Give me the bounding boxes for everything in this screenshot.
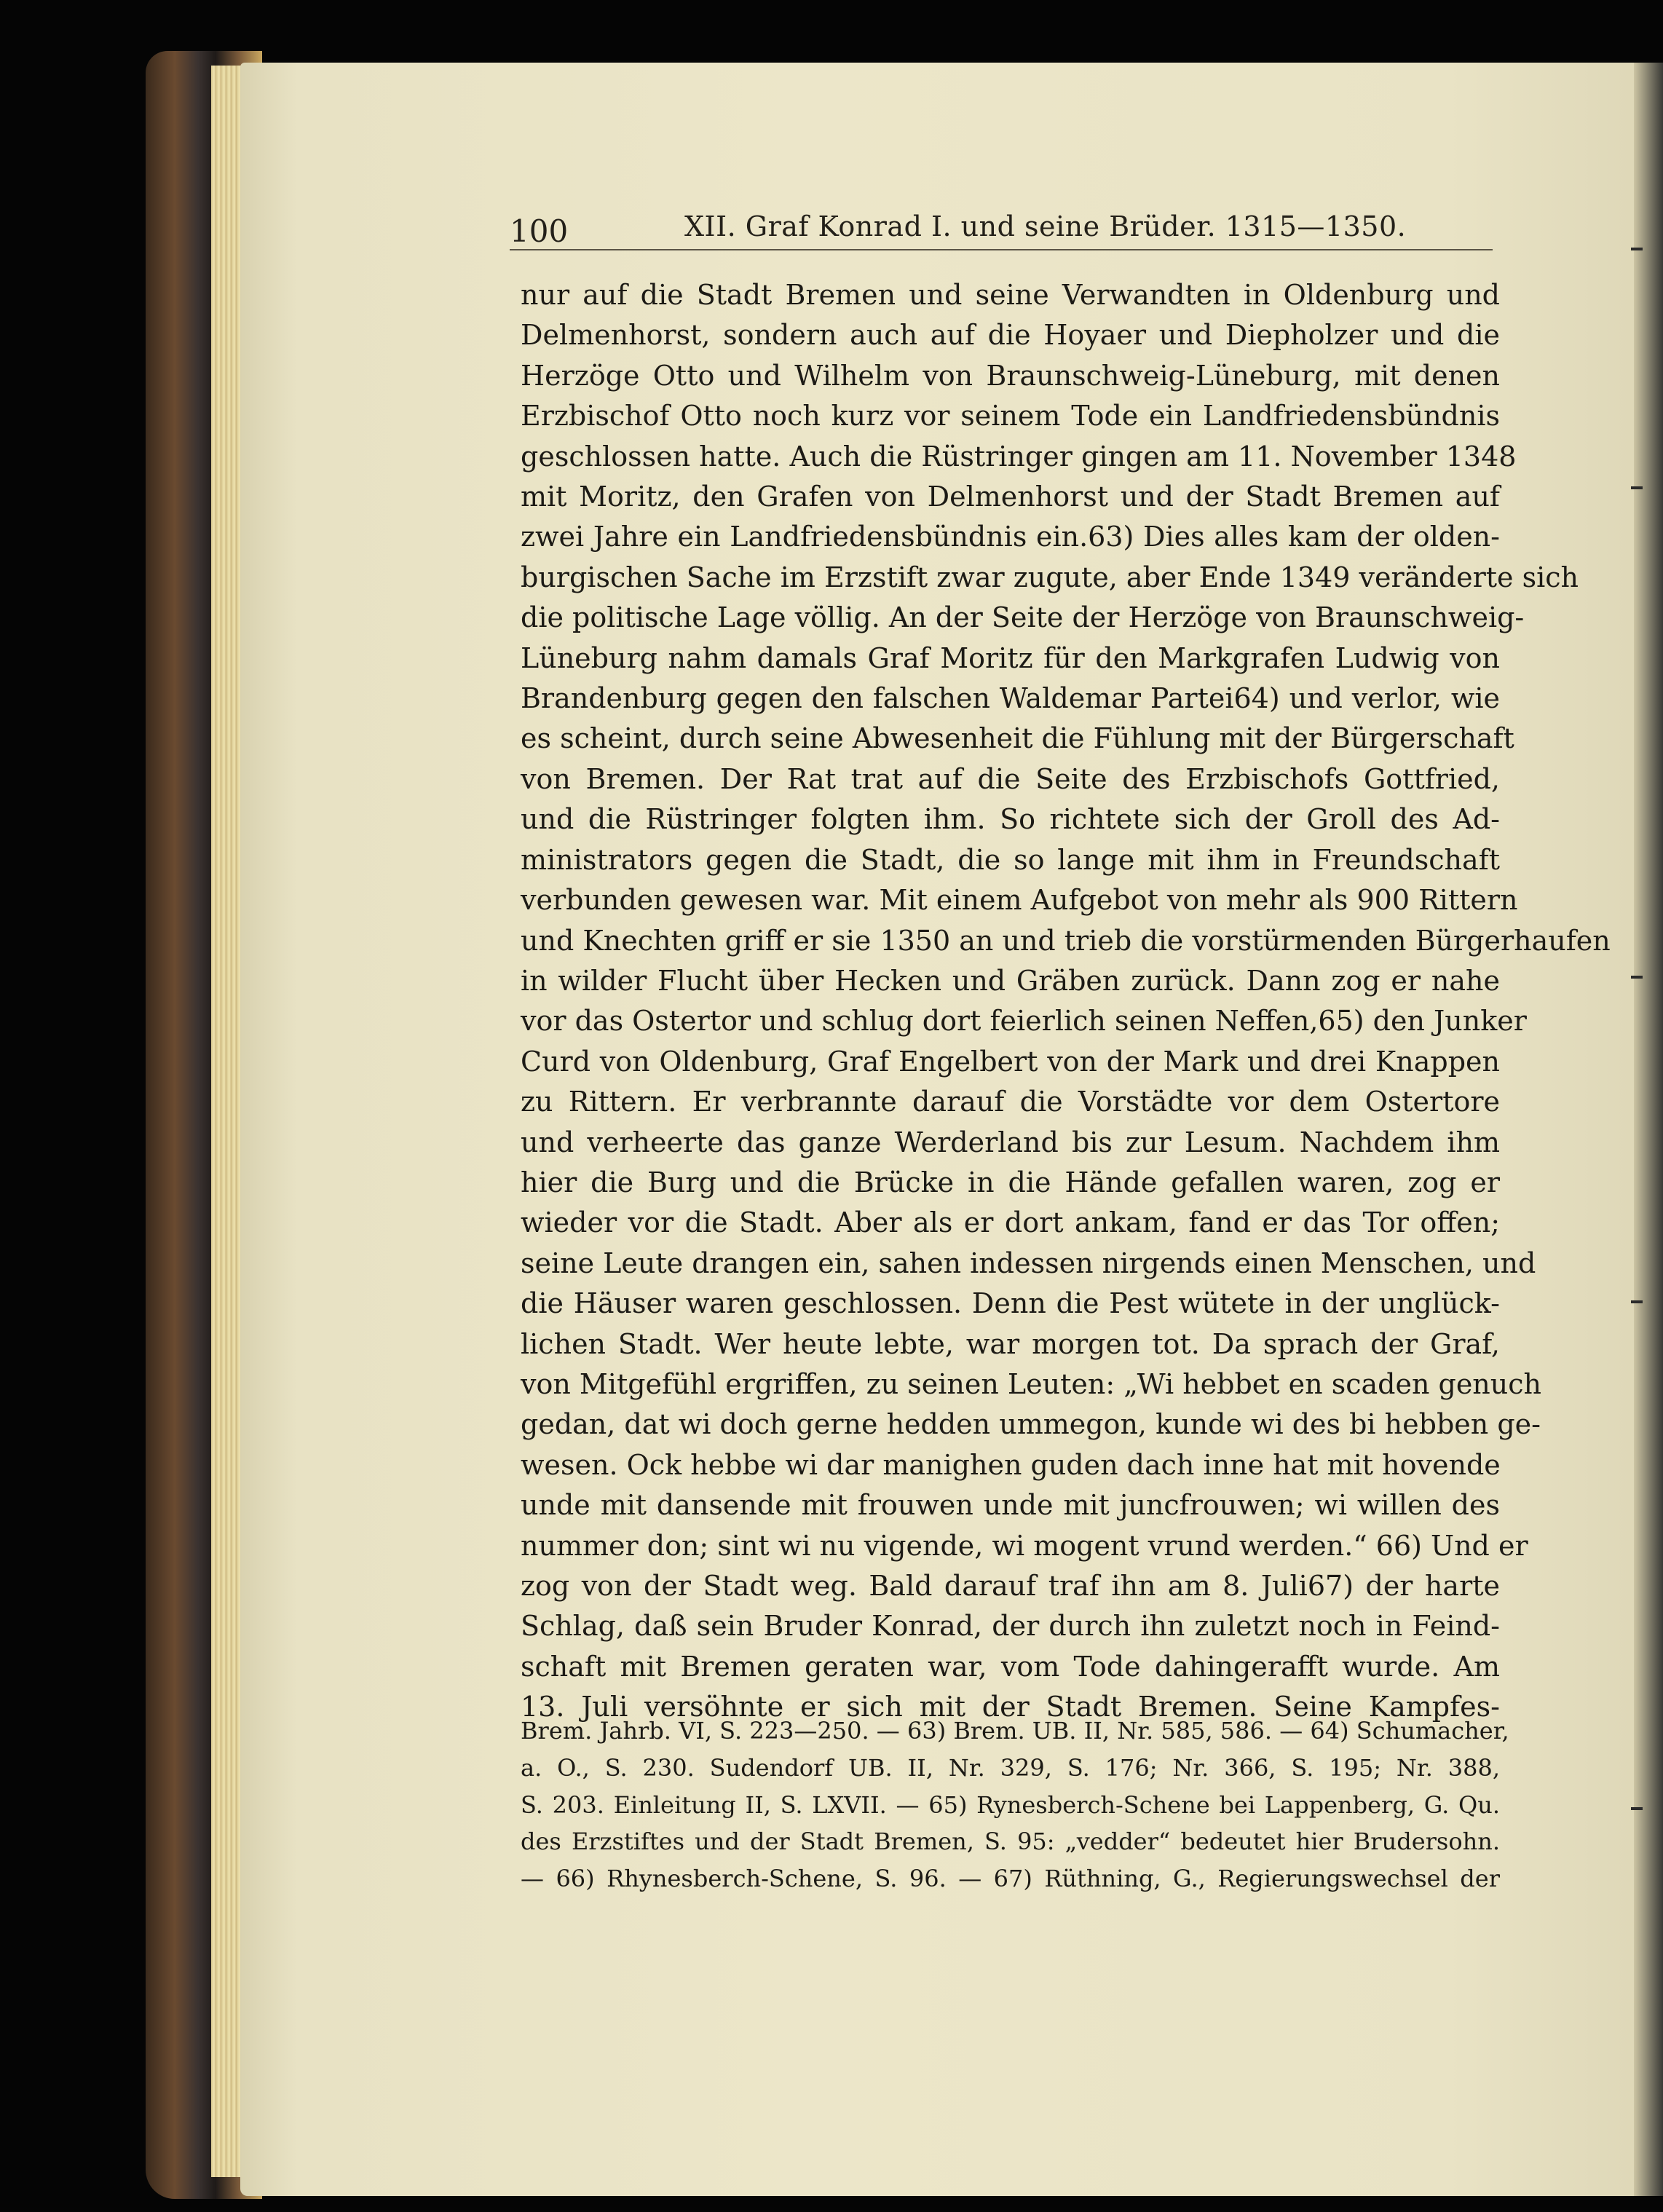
body-line: vor das Ostertor und schlug dort feierlich seinen Neffen,65) den Junker bbox=[521, 1005, 1527, 1038]
body-line: Lüneburg nahm damals Graf Moritz für den Markgrafen Ludwig von bbox=[521, 641, 1500, 674]
footnote-line: Brem. Jahrb. VI, S. 223—250. — 63) Brem. UB. II, Nr. 585, 586. — 64) Schumacher, bbox=[521, 1717, 1509, 1745]
body-line: Brandenburg gegen den falschen Waldemar Partei64) und verlor, wie bbox=[521, 682, 1500, 715]
body-line: die politische Lage völlig. An der Seite der Herzöge von Braunschweig- bbox=[521, 601, 1525, 634]
footnote-line: a. O., S. 230. Sudendorf UB. II, Nr. 329, S. 176; Nr. 366, S. 195; Nr. 388, bbox=[521, 1753, 1500, 1782]
footnotes bbox=[521, 1713, 1509, 1897]
margin-mark bbox=[1631, 976, 1643, 979]
body-text bbox=[521, 275, 1611, 1728]
margin-mark bbox=[1631, 1300, 1643, 1303]
header-rule bbox=[510, 249, 1493, 250]
body-line: von Bremen. Der Rat trat auf die Seite des Erzbischofs Gottfried, bbox=[521, 762, 1500, 795]
body-line: Erzbischof Otto noch kurz vor seinem Tode ein Landfriedensbündnis bbox=[521, 400, 1500, 432]
body-line: burgischen Sache im Erzstift zwar zugute, aber Ende 1349 veränderte sich bbox=[521, 561, 1579, 593]
footnote-line: — 66) Rhynesberch-Schene, S. 96. — 67) Rüthning, G., Regierungswechsel der bbox=[521, 1865, 1500, 1893]
body-line: von Mitgefühl ergriffen, zu seinen Leuten: „Wi hebbet en scaden genuch bbox=[521, 1367, 1542, 1400]
body-line: seine Leute drangen ein, sahen indessen nirgends einen Menschen, und bbox=[521, 1247, 1536, 1279]
body-line: unde mit dansende mit frouwen unde mit juncfrouwen; wi willen des bbox=[521, 1489, 1500, 1522]
body-line: lichen Stadt. Wer heute lebte, war morgen tot. Da sprach der Graf, bbox=[521, 1327, 1500, 1360]
body-line: zog von der Stadt weg. Bald darauf traf ihn am 8. Juli67) der harte bbox=[521, 1570, 1500, 1602]
margin-mark bbox=[1631, 486, 1643, 489]
body-line: schaft mit Bremen geraten war, vom Tode dahingerafft wurde. Am bbox=[521, 1650, 1500, 1683]
body-line: und Knechten griff er sie 1350 an und trieb die vorstürmenden Bürgerhaufen bbox=[521, 924, 1611, 957]
body-line: zwei Jahre ein Landfriedensbündnis ein.63) Dies alles kam der olden- bbox=[521, 521, 1500, 553]
body-line: in wilder Flucht über Hecken und Gräben zurück. Dann zog er nahe bbox=[521, 964, 1500, 997]
body-line: hier die Burg und die Brücke in die Hände gefallen waren, zog er bbox=[521, 1166, 1500, 1198]
body-line: wesen. Ock hebbe wi dar manighen guden dach inne hat mit hovende bbox=[521, 1448, 1501, 1481]
body-line: 13. Juli versöhnte er sich mit der Stadt Bremen. Seine Kampfes- bbox=[521, 1691, 1500, 1723]
body-line: geschlossen hatte. Auch die Rüstringer gingen am 11. November 1348 bbox=[521, 440, 1517, 473]
page-number: 100 bbox=[510, 213, 569, 249]
body-line: und die Rüstringer folgten ihm. So richtete sich der Groll des Ad- bbox=[521, 803, 1500, 836]
body-line: und verheerte das ganze Werderland bis zur Lesum. Nachdem ihm bbox=[521, 1126, 1500, 1158]
body-line: gedan, dat wi doch gerne hedden ummegon, kunde wi des bi hebben ge- bbox=[521, 1408, 1541, 1441]
page-header bbox=[510, 208, 1493, 251]
body-line: mit Moritz, den Grafen von Delmenhorst und der Stadt Bremen auf bbox=[521, 481, 1500, 513]
body-line: nummer don; sint wi nu vigende, wi mogent vrund werden.“ 66) Und er bbox=[521, 1529, 1528, 1562]
footnote-line: S. 203. Einleitung II, S. LXVII. — 65) Rynesberch-Schene bei Lappenberg, G. Qu. bbox=[521, 1790, 1500, 1819]
margin-mark bbox=[1631, 248, 1643, 250]
body-line: die Häuser waren geschlossen. Denn die Pest wütete in der unglück- bbox=[521, 1287, 1500, 1320]
body-line: zu Rittern. Er verbrannte darauf die Vorstädte vor dem Ostertore bbox=[521, 1086, 1500, 1118]
body-line: es scheint, durch seine Abwesenheit die Fühlung mit der Bürgerschaft bbox=[521, 722, 1514, 755]
body-line: Delmenhorst, sondern auch auf die Hoyaer und Diepholzer und die bbox=[521, 319, 1500, 352]
body-line: Schlag, daß sein Bruder Konrad, der durch ihn zuletzt noch in Feind- bbox=[521, 1610, 1500, 1643]
margin-mark bbox=[1631, 1807, 1643, 1810]
body-line: wieder vor die Stadt. Aber als er dort ankam, fand er das Tor offen; bbox=[521, 1206, 1500, 1239]
body-line: ministrators gegen die Stadt, die so lange mit ihm in Freundschaft bbox=[521, 843, 1500, 876]
body-line: nur auf die Stadt Bremen und seine Verwandten in Oldenburg und bbox=[521, 279, 1500, 311]
body-line: Herzöge Otto und Wilhelm von Braunschweig-Lüneburg, mit denen bbox=[521, 359, 1500, 392]
body-line: verbunden gewesen war. Mit einem Aufgebot von mehr als 900 Rittern bbox=[521, 884, 1518, 917]
page-right-shadow bbox=[1634, 63, 1663, 2196]
footnote-line: des Erzstiftes und der Stadt Bremen, S. 95: „vedder“ bedeutet hier Brudersohn. bbox=[521, 1828, 1500, 1856]
running-head: XII. Graf Konrad I. und seine Brüder. 1315—1350. bbox=[684, 210, 1407, 242]
body-line: Curd von Oldenburg, Graf Engelbert von der Mark und drei Knappen bbox=[521, 1045, 1500, 1078]
